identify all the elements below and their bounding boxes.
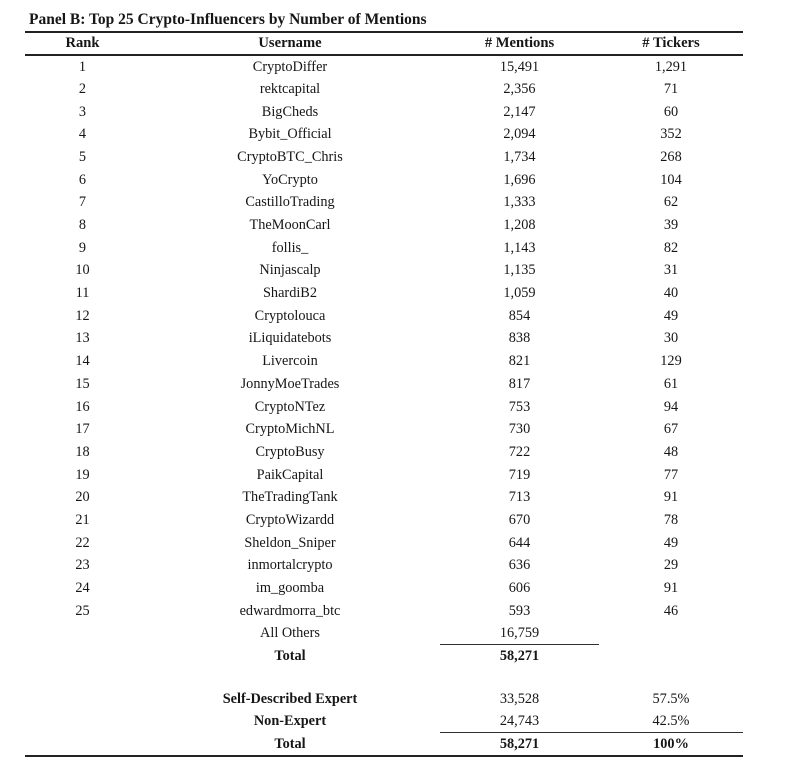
influencer-row	[25, 531, 743, 554]
username-cell: PaikCapital	[256, 466, 324, 483]
tickers-cell: 71	[663, 80, 679, 97]
username-cell: Cryptolouca	[254, 307, 326, 324]
influencer-row	[25, 282, 743, 305]
mentions-cell: 1,696	[503, 171, 536, 188]
tickers-cell: 48	[663, 443, 679, 460]
rank-cell: 1	[78, 58, 87, 75]
mentions-cell: 2,356	[503, 80, 536, 97]
spacer-cell	[440, 668, 599, 688]
influencer-row	[25, 509, 743, 532]
mentions-cell: 1,208	[503, 217, 536, 233]
header-rank: Rank	[25, 33, 140, 55]
expert-row	[25, 733, 743, 756]
influencer-row	[25, 237, 743, 260]
header-username: Username	[140, 33, 440, 55]
mentions-cell: 58,271	[499, 735, 540, 752]
mentions-cell: 821	[508, 353, 531, 370]
tickers-cell: 67	[663, 421, 679, 438]
username-cell: CryptoBusy	[255, 443, 325, 460]
username-cell: follis_	[271, 239, 309, 256]
mentions-cell: 1,333	[503, 194, 536, 211]
influencer-row	[25, 259, 743, 282]
username-cell: JonnyMoeTrades	[240, 375, 340, 392]
username-cell: YoCrypto	[262, 171, 318, 188]
mentions-cell: 58,271	[499, 648, 540, 665]
username-cell: CryptoBTC_Chris	[237, 148, 343, 165]
mentions-cell: 606	[508, 580, 531, 596]
tickers-cell: 62	[663, 194, 679, 211]
share-cell: 100%	[653, 735, 689, 752]
mentions-cell: 33,528	[499, 690, 540, 707]
tickers-cell: 77	[663, 466, 679, 483]
mentions-cell: 713	[508, 489, 531, 506]
tickers-cell: 46	[663, 602, 679, 619]
influencer-tbody	[25, 55, 743, 622]
influencer-row	[25, 168, 743, 191]
rank-cell: 25	[75, 602, 90, 619]
mentions-cell: 854	[508, 307, 531, 324]
mentions-cell: 719	[508, 466, 531, 483]
mentions-cell: 817	[508, 375, 531, 392]
rank-cell: 19	[75, 466, 90, 483]
username-cell: rektcapital	[259, 80, 321, 97]
tickers-cell: 91	[663, 580, 679, 596]
mentions-cell: 2,094	[503, 126, 536, 143]
username-cell: Ninjascalp	[259, 262, 321, 279]
tickers-cell: 30	[663, 330, 679, 347]
rank-cell: 13	[75, 330, 90, 347]
influencer-row	[25, 463, 743, 486]
influencer-row	[25, 486, 743, 509]
expert-row	[25, 710, 743, 733]
spacer-row	[25, 668, 743, 688]
tickers-cell: 40	[663, 285, 679, 302]
spacer-cell	[25, 668, 140, 688]
rank-cell: 7	[78, 194, 87, 211]
tickers-cell: 104	[660, 171, 682, 188]
mentions-cell: 593	[508, 602, 531, 619]
rank-cell	[25, 688, 140, 711]
username-cell: CryptoDiffer	[252, 58, 328, 75]
mentions-cell: 1,734	[503, 148, 536, 165]
rank-cell	[25, 622, 140, 645]
influencer-row	[25, 577, 743, 600]
influencer-row	[25, 554, 743, 577]
rank-cell: 6	[78, 171, 87, 188]
influencer-row	[25, 350, 743, 373]
mentions-cell: 753	[508, 398, 531, 415]
panel-b	[25, 12, 743, 757]
tickers-cell: 39	[663, 217, 679, 233]
username-cell: CastilloTrading	[245, 194, 335, 211]
tickers-cell	[599, 645, 743, 668]
username-cell: im_goomba	[255, 580, 325, 596]
rank-cell	[25, 710, 140, 733]
mentions-cell: 15,491	[499, 58, 540, 75]
tickers-cell: 82	[663, 239, 679, 256]
rank-cell: 2	[78, 80, 87, 97]
username-cell: TheTradingTank	[242, 489, 338, 506]
tickers-cell: 49	[663, 307, 679, 324]
influencer-row	[25, 123, 743, 146]
influencer-row	[25, 100, 743, 123]
rank-cell: 14	[75, 353, 90, 370]
influencer-row	[25, 214, 743, 237]
label-cell: Self-Described Expert	[222, 690, 358, 707]
aggregate-row	[25, 645, 743, 668]
influencer-row	[25, 191, 743, 214]
username-cell: ShardiB2	[262, 285, 317, 302]
mentions-cell: 670	[508, 511, 531, 528]
rank-cell	[25, 645, 140, 668]
username-cell: Bybit_Official	[248, 126, 332, 143]
mentions-cell: 636	[508, 557, 531, 574]
rank-cell: 5	[78, 148, 87, 165]
label-cell: All Others	[260, 625, 320, 642]
tickers-cell: 352	[660, 126, 682, 143]
rank-cell: 11	[75, 285, 90, 302]
username-cell: Sheldon_Sniper	[244, 534, 336, 551]
mentions-cell: 1,135	[503, 262, 536, 279]
expert-row	[25, 688, 743, 711]
tickers-cell: 129	[660, 353, 682, 370]
rank-cell: 16	[75, 398, 90, 415]
tickers-cell: 78	[663, 511, 679, 528]
share-cell: 42.5%	[599, 710, 743, 733]
influencer-row	[25, 395, 743, 418]
mentions-cell: 644	[508, 534, 531, 551]
tickers-cell: 91	[663, 489, 679, 506]
aggregate-row	[25, 622, 743, 645]
header-tickers: # Tickers	[599, 33, 743, 55]
username-cell: iLiquidatebots	[248, 330, 332, 347]
rank-cell: 4	[78, 126, 87, 143]
username-cell: CryptoWizardd	[245, 511, 335, 528]
tickers-cell: 61	[663, 375, 679, 392]
username-cell: CryptoNTez	[254, 398, 326, 415]
rank-cell: 8	[78, 217, 87, 233]
expert-tbody	[25, 688, 743, 756]
spacer-cell	[140, 668, 440, 688]
label-cell: Total	[274, 648, 306, 665]
username-cell: CryptoMichNL	[245, 421, 335, 438]
rank-cell: 20	[75, 489, 90, 506]
tickers-cell: 60	[663, 103, 679, 120]
rank-cell: 15	[75, 375, 90, 392]
influencer-row	[25, 327, 743, 350]
rank-cell: 9	[78, 239, 87, 256]
influencer-row	[25, 78, 743, 101]
label-cell: Non-Expert	[253, 713, 327, 730]
header-row	[25, 33, 743, 55]
mentions-cell: 730	[508, 421, 531, 438]
rank-cell: 23	[75, 557, 90, 574]
username-cell: edwardmorra_btc	[239, 602, 341, 619]
tickers-cell: 49	[663, 534, 679, 551]
influencer-row	[25, 418, 743, 441]
username-cell: inmortalcrypto	[247, 557, 333, 574]
influencer-row	[25, 373, 743, 396]
rank-cell: 12	[75, 307, 90, 324]
spacer-tbody	[25, 668, 743, 688]
panel-title: Panel B: Top 25 Crypto-Influencers by Number of Mentions	[25, 12, 743, 33]
username-cell: TheMoonCarl	[249, 217, 331, 233]
tickers-cell: 268	[660, 148, 682, 165]
rank-cell: 17	[75, 421, 90, 438]
table-header	[25, 33, 743, 55]
mentions-cell: 2,147	[503, 103, 536, 120]
rank-cell: 3	[78, 103, 87, 120]
mentions-cell: 24,743	[440, 710, 599, 733]
influencer-row	[25, 146, 743, 169]
influencer-row	[25, 305, 743, 328]
mentions-cell: 838	[508, 330, 531, 347]
share-cell: 57.5%	[652, 690, 690, 707]
label-cell: Total	[274, 735, 306, 752]
tickers-cell: 31	[663, 262, 679, 279]
tickers-cell	[599, 622, 743, 645]
influencer-row	[25, 441, 743, 464]
username-cell: BigCheds	[261, 103, 319, 120]
rank-cell: 10	[75, 262, 90, 279]
tickers-cell: 1,291	[654, 58, 688, 75]
mentions-cell: 1,059	[503, 285, 536, 302]
aggregate-tbody	[25, 622, 743, 667]
rank-cell: 24	[75, 580, 90, 596]
header-mentions: # Mentions	[440, 33, 599, 55]
mentions-cell: 1,143	[503, 239, 536, 256]
username-cell: Livercoin	[262, 353, 318, 370]
influencer-table	[25, 33, 743, 757]
rank-cell: 18	[75, 443, 90, 460]
mentions-cell: 722	[508, 443, 531, 460]
influencer-row	[25, 55, 743, 78]
influencer-row	[25, 600, 743, 623]
rank-cell: 22	[75, 534, 90, 551]
rank-cell: 21	[75, 511, 90, 528]
tickers-cell: 29	[663, 557, 679, 574]
rank-cell	[25, 733, 140, 756]
mentions-cell: 16,759	[440, 622, 599, 645]
tickers-cell: 94	[663, 398, 679, 415]
spacer-cell	[599, 668, 743, 688]
